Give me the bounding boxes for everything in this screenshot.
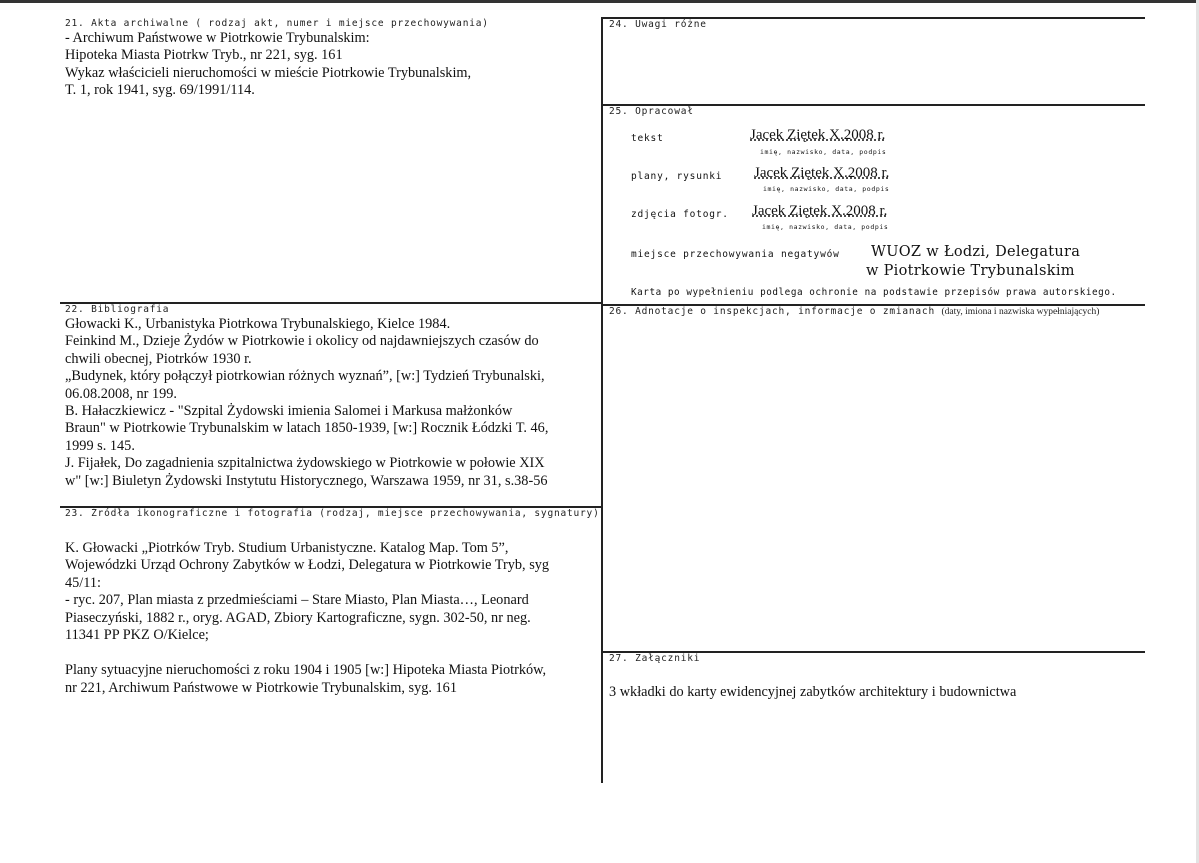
section-24-label: 24. Uwagi różne — [609, 19, 707, 30]
text-line: 45/11: — [65, 574, 102, 591]
section-23 — [65, 508, 598, 697]
text-line: T. 1, rok 1941, syg. 69/1991/114. — [65, 82, 255, 99]
sig-tag-plans: plany, rysunki — [631, 171, 723, 182]
section-21-text — [65, 30, 595, 100]
text-line: Plany sytuacyjne nieruchomości z roku 1904 i 1905 [w:] Hipoteka Miasta Piotrków, — [65, 662, 547, 679]
section-26 — [609, 306, 1099, 317]
negatives-location-2: w Piotrkowie Trybunalskim — [866, 263, 1075, 279]
text-line: 06.08.2008, nr 199. — [65, 385, 177, 402]
section-27 — [609, 653, 1016, 701]
section-21-label: 21. Akta archiwalne ( rodzaj akt, numer i miejsce przechowywania) — [65, 18, 489, 29]
text-line: Hipoteka Miasta Piotrkw Tryb., nr 221, syg. 161 — [65, 47, 343, 64]
sig-value-photos: Jacek Ziętek X.2008 r. — [752, 203, 888, 219]
top-border — [0, 0, 1199, 3]
negatives-label: miejsce przechowywania negatywów — [631, 249, 840, 260]
text-line: K. Głowacki „Piotrków Tryb. Studium Urbanistyczne. Katalog Map. Tom 5”, — [65, 540, 509, 556]
text-line: Wykaz właścicieli nieruchomości w mieście Piotrkowie Trybunalskim, — [65, 64, 472, 81]
text-line: nr 221, Archiwum Państwowe w Piotrkowie Trybunalskim, syg. 161 — [65, 679, 457, 696]
section-27-label: 27. Załączniki — [609, 653, 701, 664]
sig-sub-text: imię, nazwisko, data, podpis — [760, 148, 887, 156]
text-line: chwili obecnej, Piotrków 1930 r. — [65, 350, 252, 367]
text-line: - ryc. 207, Plan miasta z przedmieściami – Stare Miasto, Plan Miasta…, Leonard — [65, 592, 529, 609]
center-divider — [601, 17, 603, 783]
section-25-label-wrap — [609, 106, 694, 117]
section-26-label — [609, 306, 1099, 317]
section-23-text-2 — [65, 662, 598, 697]
sig-sub-plans: imię, nazwisko, data, podpis — [763, 185, 890, 193]
section-22-label: 22. Bibliografia — [65, 304, 170, 315]
sig-value-text: Jacek Ziętek X.2008 r. — [750, 127, 886, 143]
text-line: 1999 s. 145. — [65, 437, 135, 454]
section-24 — [609, 19, 707, 30]
copyright-note: Karta po wypełnieniu podlega ochronie na podstawie przepisów prawa autorskiego. — [631, 287, 1117, 298]
negatives-location-1: WUOZ w Łodzi, Delegatura — [871, 244, 1081, 260]
sig-sub-photos: imię, nazwisko, data, podpis — [762, 223, 889, 231]
text-line: Feinkind M., Dzieje Żydów w Piotrkowie i okolicy od najdawniejszych czasów do — [65, 333, 539, 350]
section-25-label: 25. Opracował — [609, 106, 694, 117]
text-line: Wojewódzki Urząd Ochrony Zabytków w Łodzi, Delegatura w Piotrkowie Tryb, syg — [65, 557, 550, 574]
sig-value-plans: Jacek Ziętek X.2008 r. — [754, 165, 890, 181]
text-line: J. Fijałek, Do zagadnienia szpitalnictwa żydowskiego w Piotrkowie w połowie XIX — [65, 455, 545, 472]
section-27-text: 3 wkładki do karty ewidencyjnej zabytków architektury i budownictwa — [609, 684, 1017, 700]
text-line: Braun" w Piotrkowie Trybunalskim w latach 1850-1939, [w:] Rocznik Łódzki T. 46, — [65, 420, 549, 437]
text-line: - Archiwum Państwowe w Piotrkowie Trybunalskim: — [65, 30, 370, 46]
sig-tag-photos: zdjęcia fotogr. — [631, 209, 729, 220]
sig-tag-text: tekst — [631, 133, 664, 144]
section-26-label-main: 26. Adnotacje o inspekcjach, informacje o zmianach — [609, 306, 935, 317]
section-23-text — [65, 540, 598, 644]
section-22-text — [65, 316, 598, 490]
text-line: 11341 PP PKZ O/Kielce; — [65, 627, 209, 644]
text-line: B. Hałaczkiewicz - "Szpital Żydowski imienia Salomei i Markusa małżonków — [65, 403, 513, 420]
section-21 — [65, 18, 595, 100]
text-line: w" [w:] Biuletyn Żydowski Instytutu Historycznego, Warszawa 1959, nr 31, s.38-56 — [65, 472, 548, 489]
section-22 — [65, 304, 598, 490]
text-line: „Budynek, który połączył piotrkowian różnych wyznań”, [w:] Tydzień Trybunalski, — [65, 368, 545, 385]
section-26-label-small: (daty, imiona i nazwiska wypełniających) — [941, 307, 1100, 317]
text-line: Piaseczyński, 1882 r., oryg. AGAD, Zbiory Kartograficzne, sygn. 302-50, nr neg. — [65, 609, 531, 626]
section-23-label: 23. Źródła ikonograficzne i fotografia (rodzaj, miejsce przechowywania, sygnatury) — [65, 508, 600, 519]
text-line: Głowacki K., Urbanistyka Piotrkowa Trybunalskiego, Kielce 1984. — [65, 316, 451, 332]
